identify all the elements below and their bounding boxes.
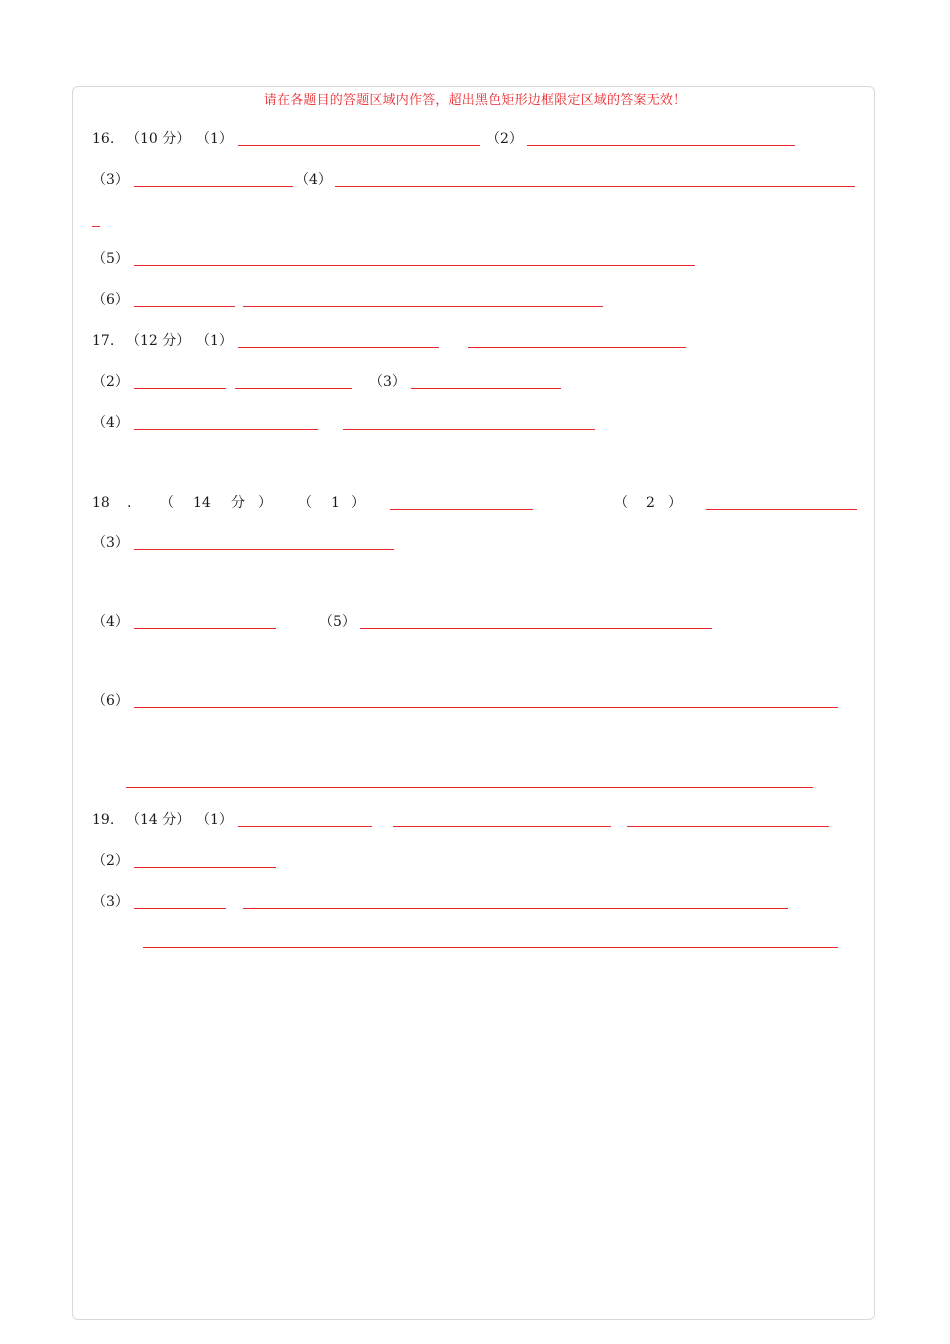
q18-part6-blank[interactable] (134, 707, 838, 708)
q17-part4-blank-a[interactable] (134, 429, 318, 430)
q16-number: 16. (92, 131, 115, 147)
q17-part3-label: （3） (369, 374, 406, 390)
q19-part1-label: （1） (196, 812, 233, 828)
q17-part2-blank-a[interactable] (134, 388, 226, 389)
q16-part6-blank-a[interactable] (134, 306, 235, 307)
q18-part3-label: （3） (92, 535, 129, 551)
q19-score: （14 分） (126, 812, 191, 828)
q19-number: 19. (92, 812, 115, 828)
q18-part5-blank[interactable] (360, 628, 712, 629)
q17-number: 17. (92, 333, 115, 349)
q17-part4-blank-b[interactable] (343, 429, 595, 430)
q18-score: 14 (193, 495, 211, 511)
q18-part5-label: （5） (319, 614, 356, 630)
q18-number: 18 (92, 495, 110, 511)
q18-part6-blank-continued[interactable] (126, 787, 813, 788)
q19-part1-blank-b[interactable] (393, 826, 611, 827)
q18-part2-blank[interactable] (706, 509, 857, 510)
q16-part1-blank[interactable] (238, 145, 480, 146)
q16-score: （10 分） (126, 131, 191, 147)
q17-part2-label: （2） (92, 374, 129, 390)
q18-paren-close: ） (258, 495, 272, 511)
q16-part5-label: （5） (92, 251, 129, 267)
q18-part1-paren-open: （ (298, 495, 312, 511)
q18-part4-blank[interactable] (134, 628, 276, 629)
q17-part4-label: （4） (92, 415, 129, 431)
q18-part2-paren-open: （ (614, 495, 628, 511)
q16-part3-label: （3） (92, 172, 129, 188)
answer-area-border (72, 86, 875, 1320)
q18-score-unit: 分 (231, 495, 245, 511)
q17-part1-blank-b[interactable] (468, 347, 686, 348)
q19-part3-blank-continued[interactable] (143, 947, 838, 948)
q17-part1-label: （1） (196, 333, 233, 349)
q16-part6-label: （6） (92, 292, 129, 308)
q16-part4-label: （4） (295, 172, 332, 188)
q16-part1-label: （1） (196, 131, 233, 147)
q16-part2-label: （2） (486, 131, 523, 147)
q18-part3-blank[interactable] (134, 549, 394, 550)
q18-part4-label: （4） (92, 614, 129, 630)
q19-part3-blank-b[interactable] (243, 908, 788, 909)
q16-part5-blank[interactable] (134, 265, 695, 266)
q18-part1-blank[interactable] (390, 509, 533, 510)
q17-score: （12 分） (126, 333, 191, 349)
q18-paren-open: （ (160, 495, 174, 511)
q16-part4-blank[interactable] (335, 186, 855, 187)
q18-part1-paren-close: ） (351, 495, 365, 511)
q19-part2-blank[interactable] (134, 867, 276, 868)
q17-part1-blank-a[interactable] (238, 347, 439, 348)
q18-dot: . (127, 495, 132, 511)
q16-part4-blank-continued[interactable] (92, 226, 100, 227)
q19-part1-blank-c[interactable] (627, 826, 829, 827)
q19-part3-blank-a[interactable] (134, 908, 226, 909)
q18-part2-paren-close: ） (668, 495, 682, 511)
q16-part6-blank-b[interactable] (243, 306, 603, 307)
q16-part2-blank[interactable] (527, 145, 795, 146)
q17-part2-blank-b[interactable] (235, 388, 352, 389)
q19-part2-label: （2） (92, 853, 129, 869)
answer-notice: 请在各题目的答题区域内作答，超出黑色矩形边框限定区域的答案无效！ (263, 93, 687, 108)
q18-part6-label: （6） (92, 693, 129, 709)
q19-part1-blank-a[interactable] (238, 826, 372, 827)
q18-part1-number: 1 (331, 495, 340, 511)
q17-part3-blank[interactable] (411, 388, 561, 389)
q16-part3-blank[interactable] (134, 186, 293, 187)
q19-part3-label: （3） (92, 894, 129, 910)
q18-part2-number: 2 (646, 495, 655, 511)
